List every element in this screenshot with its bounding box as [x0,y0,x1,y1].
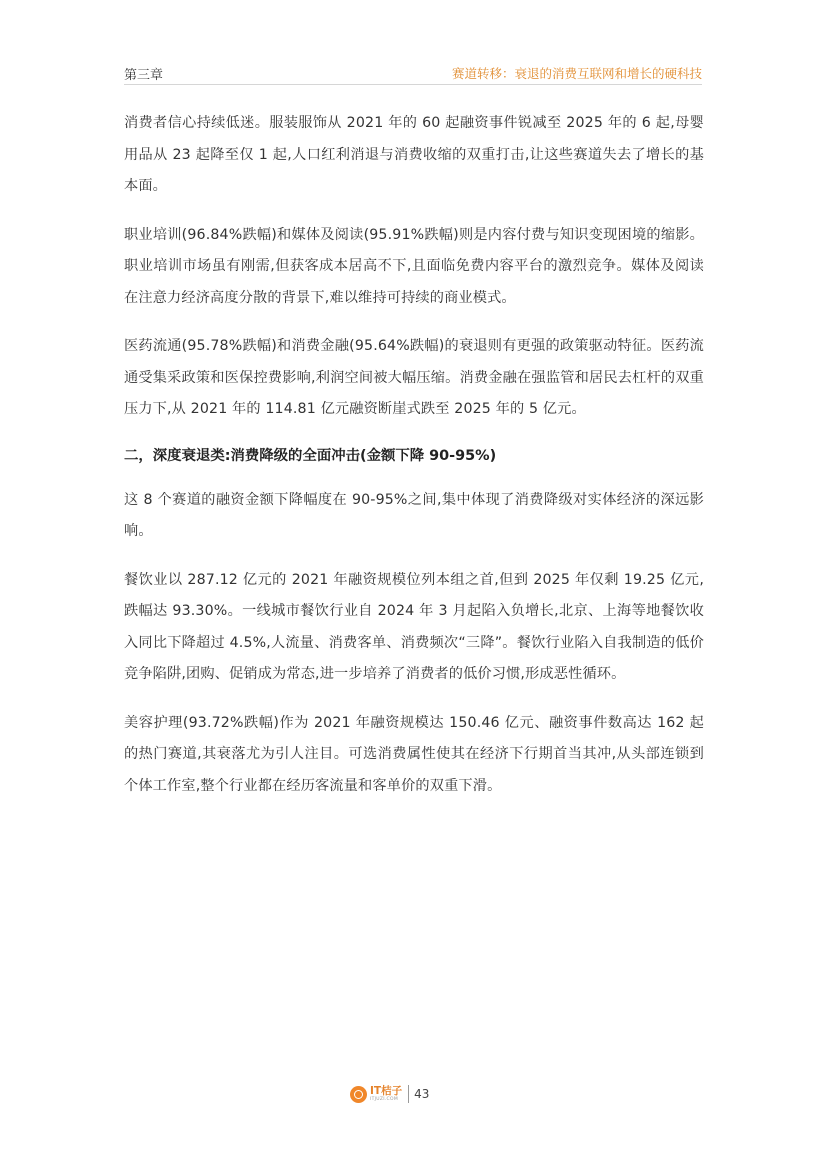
logo-subtext: ITJUZI.COM [370,1096,399,1102]
chapter-subtitle: 赛道转移：衰退的消费互联网和增长的硬科技 [451,66,702,81]
paragraph: 美容护理(93.72%跌幅)作为 2021 年融资规模达 150.46 亿元、融资事件数高达 162 起的热门赛道,其衰落尤为引人注目。可选消费属性使其在经济下行期首当其冲,从头部连锁到个体工作室,整个行业都在经历客流量和客单价的双重下滑。 [124,714,704,794]
itjuzi-logo-icon [350,1086,367,1103]
logo [370,1086,402,1102]
page-header [124,60,702,85]
paragraph: 这 8 个赛道的融资金额下降幅度在 90-95%之间,集中体现了消费降级对实体经济的深远影响。 [124,491,704,539]
paragraph: 医药流通(95.78%跌幅)和消费金融(95.64%跌幅)的衰退则有更强的政策驱动特征。医药流通受集采政策和医保控费影响,利润空间被大幅压缩。消费金融在强监管和居民去杠杆的双重压力下,从 2021 年的 114.81 亿元融资断崖式跌至 2025 年的 5 亿元。 [124,338,704,417]
logo-text: IT桔子 [370,1085,403,1097]
paragraph: 消费者信心持续低迷。服装服饰从 2021 年的 60 起融资事件锐减至 2025 年的 6 起,母婴用品从 23 起降至仅 1 起,人口红利消退与消费收缩的双重打击,让这些赛道失去了增长的基本面。 [124,115,704,194]
footer-divider [408,1085,409,1103]
paragraph: 职业培训(96.84%跌幅)和媒体及阅读(95.91%跌幅)则是内容付费与知识变现困境的缩影。职业培训市场虽有刚需,但获客成本居高不下,且面临免费内容平台的激烈竞争。媒体及阅读在注意力经济高度分散的背景下,难以维持可持续的商业模式。 [124,226,704,306]
paragraph: 餐饮业以 287.12 亿元的 2021 年融资规模位列本组之首,但到 2025 年仅剩 19.25 亿元,跌幅达 93.30%。一线城市餐饮行业自 2024 年 3 月起陷入负增长,北京、上海等地餐饮收入同比下降超过 4.5%,人流量、消费客单、消费频次“三降”。餐饮行业陷入自我制造的低价竞争陷阱,团购、促销成为常态,进一步培养了消费者的低价习惯,形成恶性循环。 [124,571,704,682]
page-number: 43 [414,1087,430,1101]
chapter-label: 第三章 [124,68,164,83]
section-heading: 二，深度衰退类:消费降级的全面冲击(金额下降 90-95%) [124,447,497,464]
document-body [124,108,704,819]
page-footer [350,1080,429,1108]
